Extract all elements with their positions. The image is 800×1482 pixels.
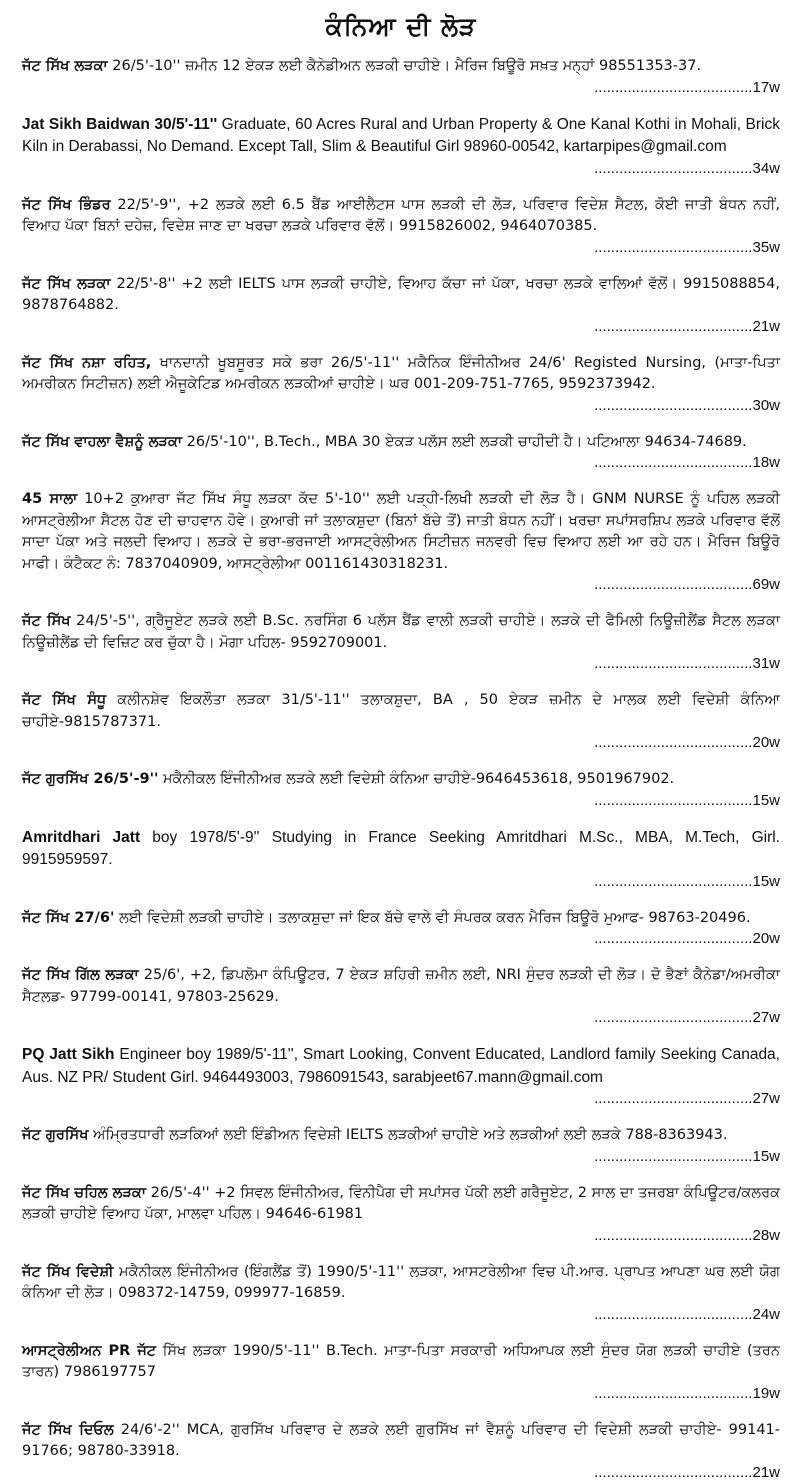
ad-lead: ਜੱਟ ਸਿੱਖ ਸੰਧੂ [22,692,107,708]
ad-lead: ਜੱਟ ਗੁਰਸਿੱਖ 26/5'-9'' [22,771,159,787]
classified-ad [22,965,780,1027]
ad-word-count: ......................................69w [594,576,780,593]
classified-ad [22,274,780,336]
classified-ad [22,353,780,415]
classified-ad [22,1262,780,1324]
ad-lead: ਜੱਟ ਸਿੱਖ ਵਿਦੇਸ਼ੀ [22,1263,114,1280]
ad-lead: ਆਸਟ੍ਰੇਲੀਅਨ PR ਜੱਟ [22,1342,157,1359]
ad-body: ਸਿੱਖ ਲੜਕਾ 1990/5'-11'' B.Tech. ਮਾਤਾ-ਪਿਤਾ ਸਰਕਾਰੀ ਅਧਿਆਪਕ ਲਈ ਸੁੰਦਰ ਯੋਗ ਲੜਕੀ ਚਾਹੀਏ (ਤਰਨ ਤਾਰਨ) 7986197757 [22,1342,780,1380]
ad-body: ਅੰਮ੍ਰਿਤਧਾਰੀ ਲੜਕਿਆਂ ਲਈ ਇੰਡੀਅਨ ਵਿਦੇਸ਼ੀ IELTS ਲੜਕੀਆਂ ਚਾਹੀਏ ਅਤੇ ਲੜਕੀਆਂ ਲਈ ਲੜਕੇ 788-8363943. [88,1127,728,1143]
classified-ad [22,1420,780,1482]
ad-word-count: ......................................21w [594,1463,780,1481]
ad-word-count: ......................................35w [594,238,780,256]
classified-ad [22,1125,780,1166]
ad-body: ਖਾਨਦਾਨੀ ਖੂਬਸੂਰਤ ਸਕੇ ਭਰਾ 26/5'-11'' ਮਕੈਨਿਕ ਇੰਜੀਨੀਅਰ 24/6' Registed Nursing, (ਮਾਤਾ-ਪਿਤਾ ਅਮਰੀਕਨ ਸਿਟੀਜ਼ਨ) ਲਈ ਐਜੂਕੇਟਿਡ ਅਮਰੀਕਨ ਲੜਕੀਆਂ ਚਾਹੀਏ। ਘਰ 001-209-751-7765, 9592373942. [22,354,780,392]
classified-ad [22,690,780,752]
ad-word-count: ......................................15w [594,1147,780,1165]
ad-lead: ਜੱਟ ਸਿੱਖ [22,613,71,629]
ad-lead: Amritdhari Jatt [22,828,141,846]
ad-lead: Jat Sikh Baidwan 30/5'-11'' [22,115,218,133]
ad-word-count: ......................................17w [594,78,780,96]
classifieds-page [0,12,800,1481]
classified-ad [22,908,780,949]
classified-ad [22,1341,780,1403]
classified-ad [22,114,780,178]
ad-body: Engineer boy 1989/5'-11'', Smart Looking, Convent Educated, Landlord family Seeking Canada, Aus. NZ PR/ Student Girl. 9464493003, 7986091543, sarabjeet67.mann@gmail.com [22,1046,780,1086]
ad-word-count: ......................................21w [594,317,780,335]
ad-lead: ਜੱਟ ਸਿੱਖ ਨਸ਼ਾ ਰਹਿਤ, [22,354,152,371]
classified-ad [22,1183,780,1245]
ad-body: ਲਈ ਵਿਦੇਸ਼ੀ ਲੜਕੀ ਚਾਹੀਏ। ਤਲਾਕਸ਼ੁਦਾ ਜਾਂ ਇਕ ਬੱਚੇ ਵਾਲੇ ਵੀ ਸੰਪਰਕ ਕਰਨ ਮੈਰਿਜ ਬਿਊਰੋ ਮੁਆਫ- 98763-20496. [114,909,751,926]
ad-word-count: ......................................34w [594,159,780,177]
ad-body: 24/6'-2'' MCA, ਗੁਰਸਿੱਖ ਪਰਿਵਾਰ ਦੇ ਲੜਕੇ ਲਈ ਗੁਰਸਿੱਖ ਜਾਂ ਵੈਸ਼ਨੂੰ ਪਰਿਵਾਰ ਦੀ ਵਿਦੇਸ਼ੀ ਲੜਕੀ ਚਾਹੀਏ- 99141-91766; 98780-33918. [22,1421,780,1459]
page-title: ਕੰਨਿਆ ਦੀ ਲੋੜ [325,12,477,41]
ad-lead: ਜੱਟ ਸਿੱਖ ਲੜਕਾ [22,275,111,292]
ad-body: ਮਕੈਨੀਕਲ ਇੰਜੀਨੀਅਰ ਲੜਕੇ ਲਈ ਵਿਦੇਸ਼ੀ ਕੰਨਿਆ ਚਾਹੀਏ-9646453618, 9501967902. [158,771,675,787]
ad-word-count: ......................................18w [594,454,780,471]
ad-word-count: ......................................20w [594,930,780,947]
ad-lead: ਜੱਟ ਗੁਰਸਿੱਖ [22,1127,89,1143]
ad-body: ਕਲੀਨਸ਼ੇਵ ਇਕਲੌਤਾ ਲੜਕਾ 31/5'-11'' ਤਲਾਕਸ਼ੁਦਾ, BA , 50 ਏਕੜ ਜ਼ਮੀਨ ਦੇ ਮਾਲਕ ਲਈ ਵਿਦੇਸ਼ੀ ਕੰਨਿਆ ਚਾਹੀਏ-9815787371. [22,692,781,730]
ad-word-count: ......................................30w [594,396,780,414]
ad-word-count: ......................................27w [594,1090,780,1107]
ad-word-count: ......................................31w [594,655,780,672]
ad-word-count: ......................................27w [594,1009,780,1026]
ad-body: 24/5'-5'', ਗ੍ਰੈਜੂਏਟ ਲੜਕੇ ਲਈ B.Sc. ਨਰਸਿੰਗ 6 ਪਲੱਸ ਬੈਂਡ ਵਾਲੀ ਲੜਕੀ ਚਾਹੀਏ। ਲੜਕੇ ਦੀ ਫੈਮਿਲੀ ਨਿਊਜ਼ੀਲੈਂਡ ਸੈਟਲ ਲੜਕਾ ਨਿਊਜ਼ੀਲੈਂਡ ਦੀ ਵਿਜ਼ਿਟ ਕਰ ਚੁੱਕਾ ਹੈ। ਮੋਗਾ ਪਹਿਲ- 9592709001. [22,613,780,651]
ad-body: 26/5'-4'' +2 ਸਿਵਲ ਇੰਜੀਨੀਅਰ, ਵਿੰਨੀਪੈਗ ਦੀ ਸਪਾਂਸਰ ਪੱਕੀ ਲਈ ਗਰੈਜੂਏਟ, 2 ਸਾਲ ਦਾ ਤਜਰਬਾ ਕੰਪਿਊਟਰ/ਕਲਰਕ ਲੜਕੀ ਚਾਹੀਏ ਵਿਆਹ ਪੱਕਾ, ਮਾਲਵਾ ਪਹਿਲ। 94646-61981 [22,1184,780,1222]
classified-ad [22,56,780,97]
ad-body: 26/5'-10'' ਜ਼ਮੀਨ 12 ਏਕੜ ਲਈ ਕੈਨੇਡੀਅਨ ਲੜਕੀ ਚਾਹੀਏ। ਮੈਰਿਜ ਬਿਊਰੋ ਸਖ਼ਤ ਮਨ੍ਹਾਂ 98551353-37. [107,58,702,74]
classified-ad [22,489,780,594]
ad-word-count: ......................................20w [594,734,780,751]
ad-body: 10+2 ਕੁਆਰਾ ਜੱਟ ਸਿੱਖ ਸੰਧੂ ਲੜਕਾ ਕੱਦ 5'-10'' ਲਈ ਪੜ੍ਹੀ-ਲਿਖੀ ਲੜਕੀ ਦੀ ਲੋੜ ਹੈ। GNM NURSE ਨੂੰ ਪਹਿਲ ਲੜਕੀ ਆਸਟ੍ਰੇਲੀਆ ਸੈਟਲ ਹੋਣ ਦੀ ਚਾਹਵਾਨ ਹੋਵੇ। ਕੁਆਰੀ ਜਾਂ ਤਲਾਕਸ਼ੁਦਾ (ਬਿਨਾਂ ਬੱਚੇ ਤੋਂ) ਜਾਤੀ ਬੰਧਨ ਨਹੀਂ। ਖਰਚਾ ਸਪਾਂਸਰਸ਼ਿਪ ਲੜਕੇ ਪਰਿਵਾਰ ਵੱਲੋਂ ਸਾਦਾ ਪੱਕਾ ਅਤੇ ਜਲਦੀ ਵਿਆਹ। ਲੜਕੇ ਦੇ ਭਰਾ-ਭਰਜਾਈ ਆਸਟ੍ਰੇਲੀਅਨ ਸਿਟੀਜ਼ਨ ਜਨਵਰੀ ਵਿਚ ਵਿਆਹ ਲਈ ਆ ਰਹੇ ਹਨ। ਮੈਰਿਜ ਬਿਊਰੋ ਮਾਫੀ। ਕੰਟੈਕਟ ਨੰ: 7837040909, ਆਸਟ੍ਰੇਲੀਆ 001161430318231. [22,491,780,572]
ad-body: 22/5'-8'' +2 ਲਈ IELTS ਪਾਸ ਲੜਕੀ ਚਾਹੀਏ, ਵਿਆਹ ਕੱਚਾ ਜਾਂ ਪੱਕਾ, ਖਰਚਾ ਲੜਕੇ ਵਾਲਿਆਂ ਵੱਲੋਂ। 9915088854, 9878764882. [22,275,780,313]
ad-lead: ਜੱਟ ਸਿੱਖ ਵਾਹਲਾ ਵੈਸ਼ਨੂੰ ਲੜਕਾ [22,433,183,450]
ad-body: 26/5'-10'', B.Tech., MBA 30 ਏਕੜ ਪਲੱਸ ਲਈ ਲੜਕੀ ਚਾਹੀਦੀ ਹੈ। ਪਟਿਆਲਾ 94634-74689. [182,433,747,450]
ad-body: ਮਕੈਨੀਕਲ ਇੰਜੀਨੀਅਰ (ਇੰਗਲੈਂਡ ਤੋਂ) 1990/5'-11'' ਲੜਕਾ, ਆਸਟਰੇਲੀਆ ਵਿਚ ਪੀ.ਆਰ. ਪ੍ਰਾਪਤ ਆਪਣਾ ਘਰ ਲਈ ਯੋਗ ਕੰਨਿਆ ਦੀ ਲੋੜ। 098372-14759, 099977-16859. [22,1263,780,1301]
classified-ad [22,1044,780,1108]
ad-lead: ਜੱਟ ਸਿੱਖ ਭਿੰਡਰ [22,196,111,213]
ads-list [22,56,780,1482]
ad-lead: ਜੱਟ ਸਿੱਖ ਚਹਿਲ ਲੜਕਾ [22,1184,146,1201]
ad-word-count: ......................................19w [594,1384,780,1402]
ad-body: Graduate, 60 Acres Rural and Urban Property & One Kanal Kothi in Mohali, Brick Kiln in Derabassi, No Demand. Except Tall, Slim & Beautiful Girl 98960-00542, kartarpipes@gmail.com [22,115,780,155]
ad-body: boy 1978/5'-9'' Studying in France Seeking Amritdhari M.Sc., MBA, M.Tech, Girl. 9915959597. [22,828,780,868]
ad-lead: ਜੱਟ ਸਿੱਖ ਲੜਕਾ [22,58,108,74]
ad-word-count: ......................................24w [594,1305,780,1323]
ad-lead: ਜੱਟ ਸਿੱਖ ਦਿਓਲ [22,1421,114,1438]
classified-ad [22,827,780,891]
ad-lead: 45 ਸਾਲਾ [22,491,78,507]
ad-word-count: ......................................15w [594,791,780,809]
classified-ad [22,432,780,473]
classified-ad [22,769,780,810]
ad-word-count: ......................................28w [594,1226,780,1244]
ad-lead: ਜੱਟ ਸਿੱਖ ਗਿੱਲ ਲੜਕਾ [22,967,139,983]
ad-lead: PQ Jatt Sikh [22,1046,115,1063]
ad-word-count: ......................................15w [594,872,780,890]
classified-ad [22,611,780,673]
ad-body: 22/5'-9'', +2 ਲੜਕੇ ਲਈ 6.5 ਬੈਂਡ ਆਈਲੈਟਸ ਪਾਸ ਲੜਕੀ ਦੀ ਲੋੜ, ਪਰਿਵਾਰ ਵਿਦੇਸ਼ ਸੈਟਲ, ਕੋਈ ਜਾਤੀ ਬੰਧਨ ਨਹੀਂ, ਵਿਆਹ ਪੱਕਾ ਬਿਨਾਂ ਦਹੇਜ਼, ਵਿਦੇਸ਼ ਜਾਣ ਦਾ ਖਰਚਾ ਲੜਕੇ ਪਰਿਵਾਰ ਵੱਲੋਂ। 9915826002, 9464070385. [22,196,780,234]
classified-ad [22,195,780,257]
ad-lead: ਜੱਟ ਸਿੱਖ 27/6' [22,909,115,926]
ad-body: 25/6', +2, ਡਿਪਲੋਮਾ ਕੰਪਿਊਟਰ, 7 ਏਕੜ ਸ਼ਹਿਰੀ ਜ਼ਮੀਨ ਲਈ, NRI ਸੁੰਦਰ ਲੜਕੀ ਦੀ ਲੋੜ। ਦੋ ਭੈਣਾਂ ਕੈਨੇਡਾ/ਅਮਰੀਕਾ ਸੈਟਲਡ- 97799-00141, 97803-25629. [22,967,780,1005]
